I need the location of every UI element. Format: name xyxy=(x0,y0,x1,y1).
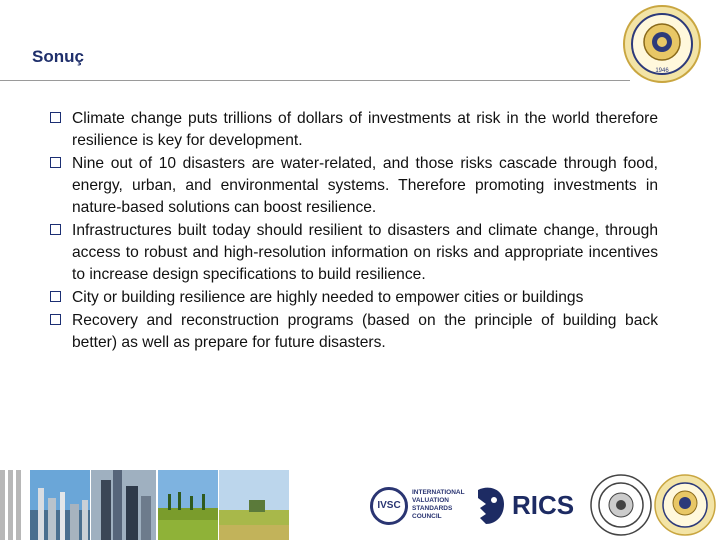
svg-text:1946: 1946 xyxy=(655,68,669,74)
list-item xyxy=(50,220,658,286)
countryside-photo xyxy=(219,470,289,540)
ankara-university-seal-logo-footer xyxy=(654,474,716,536)
skyscrapers-photo xyxy=(91,470,156,540)
bullet-list xyxy=(50,108,658,355)
bullet-text: Recovery and reconstruction programs (based on the principle of building back better) as well as prepare for future disasters. xyxy=(72,312,658,351)
bullet-text: Climate change puts trillions of dollars of investments at risk in the world therefore resilience is key for development. xyxy=(72,110,658,149)
footer-bar xyxy=(0,470,5,540)
bullet-text: City or building resilience are highly needed to empower cities or buildings xyxy=(72,289,584,306)
checkbox-bullet-icon xyxy=(50,224,61,235)
checkbox-bullet-icon xyxy=(50,314,61,325)
slide-title: Sonuç xyxy=(32,47,84,66)
rics-logo-text: RICS xyxy=(512,490,575,520)
checkbox-bullet-icon xyxy=(50,157,61,168)
ankara-university-seal-logo xyxy=(622,4,702,84)
ivsc-full-name: INTERNATIONAL VALUATION STANDARDS COUNCIL xyxy=(412,489,465,520)
footer-bar xyxy=(8,470,13,540)
bullet-text: Infrastructures built today should resilient to disasters and climate change, through access to robust and high-resolution information on risks and appropriate incentives to increase design specifications to build resilience. xyxy=(72,222,658,283)
checkbox-bullet-icon xyxy=(50,291,61,302)
title-divider xyxy=(0,80,630,81)
rics-lion-icon xyxy=(470,484,510,528)
bullet-text: Nine out of 10 disasters are water-related, and those risks cascade through food, energy, urban, and environmental systems. Therefore promoting investments in nature-based solutions can boost resilience. xyxy=(72,155,658,216)
green-landscape-photo xyxy=(158,470,218,540)
university-seal-logo xyxy=(590,474,652,536)
ivsc-logo-text: IVSC xyxy=(377,500,401,511)
footer-bar xyxy=(16,470,21,540)
city-skyline-photo xyxy=(30,470,90,540)
checkbox-bullet-icon xyxy=(50,112,61,123)
list-item xyxy=(50,287,658,309)
list-item xyxy=(50,108,658,152)
list-item xyxy=(50,310,658,354)
list-item xyxy=(50,153,658,219)
